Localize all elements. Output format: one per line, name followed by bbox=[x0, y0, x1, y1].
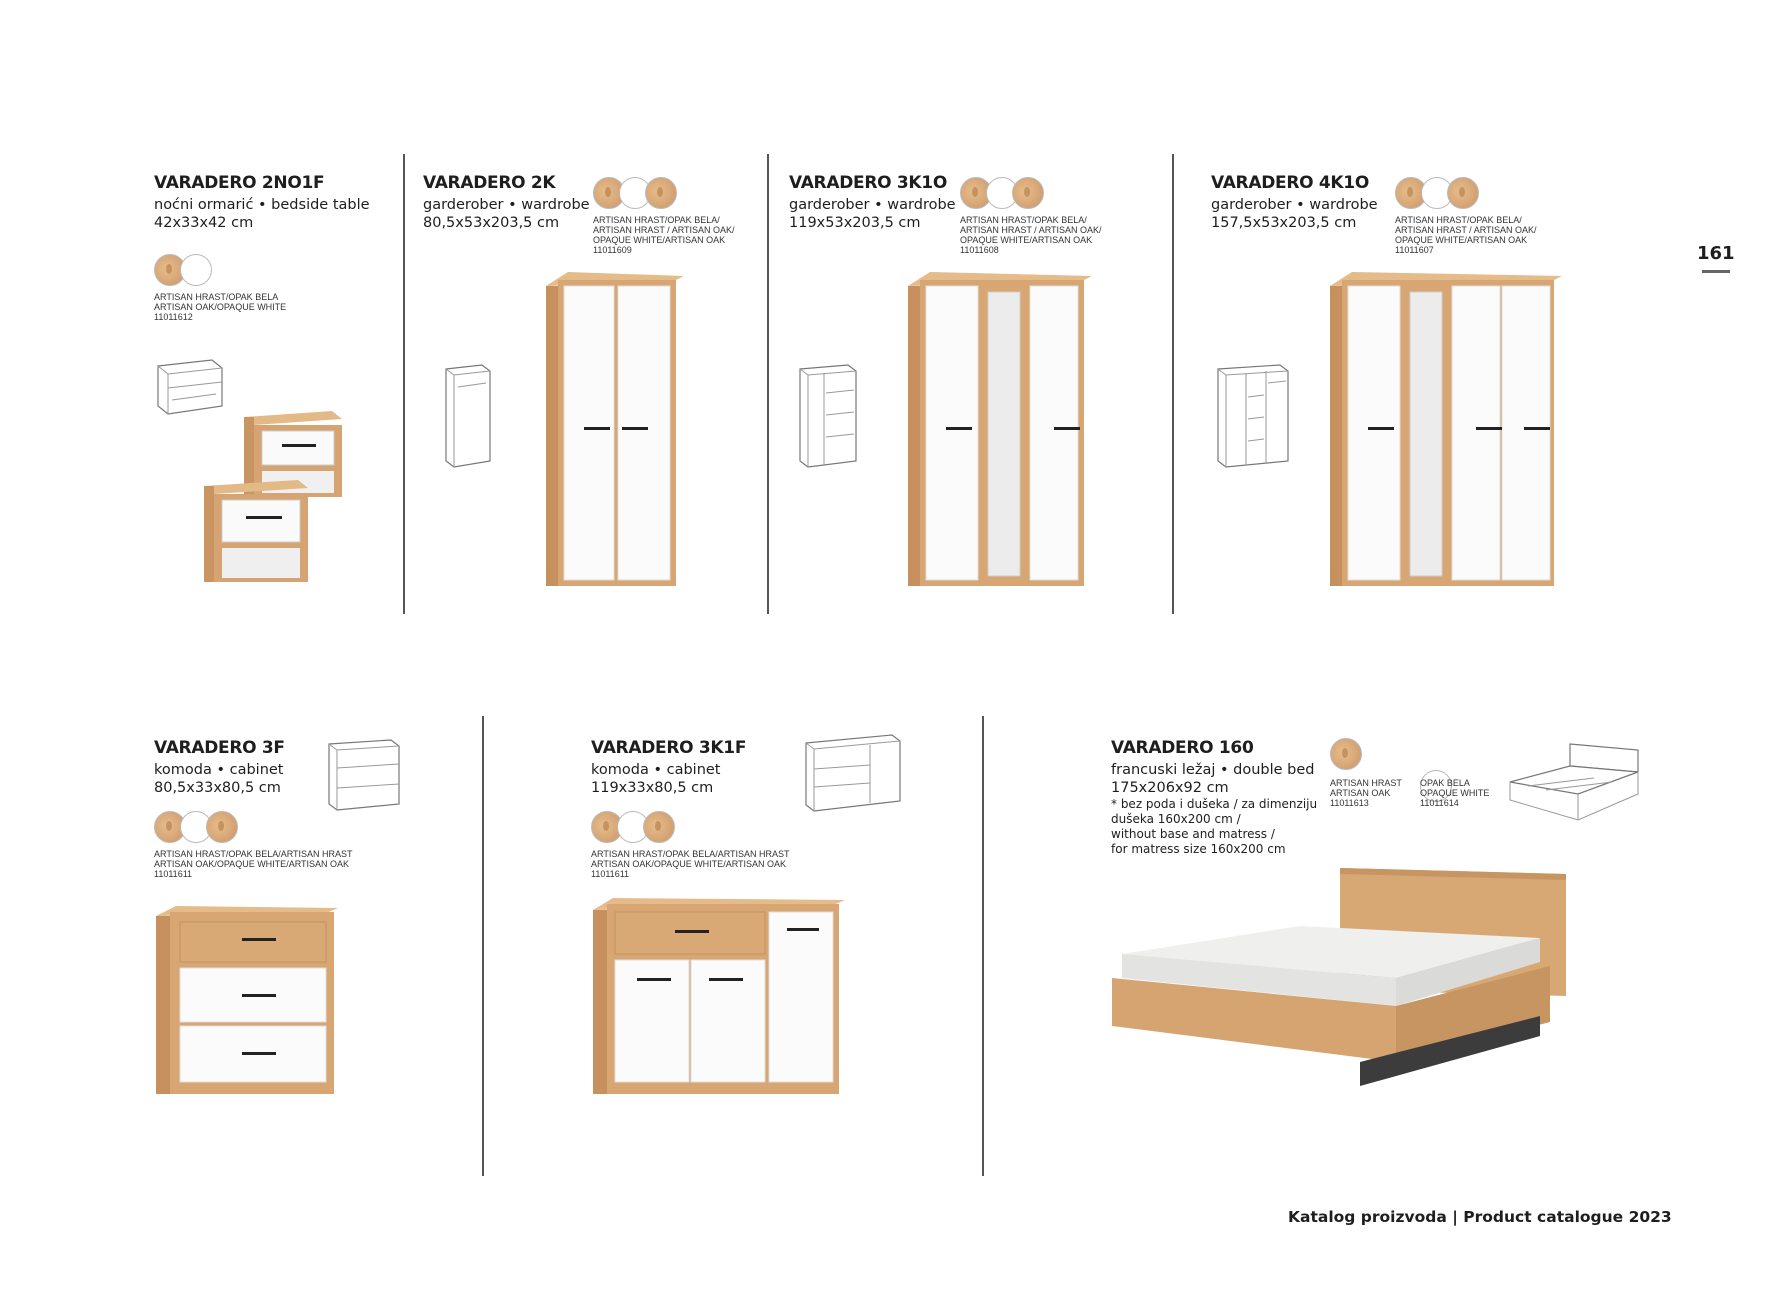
product-dimensions: 80,5x33x80,5 cm bbox=[154, 780, 281, 796]
bed-rendering bbox=[1110, 866, 1570, 1124]
cabinet-line-drawing bbox=[327, 738, 401, 812]
product-dimensions: 80,5x53x203,5 cm bbox=[423, 215, 560, 231]
divider-top-2 bbox=[767, 154, 769, 614]
product-title: VARADERO 2NO1F bbox=[154, 173, 325, 193]
wardrobe-rendering bbox=[544, 270, 684, 588]
finish-swatches bbox=[1395, 177, 1473, 209]
product-description: garderober • wardrobe bbox=[789, 197, 956, 213]
wardrobe-line-drawing bbox=[798, 363, 858, 469]
wardrobe-line-drawing bbox=[444, 363, 492, 469]
page-number-underline bbox=[1702, 270, 1730, 273]
divider-bottom-1 bbox=[482, 716, 484, 1176]
oak-swatch-icon bbox=[1447, 177, 1479, 209]
finish-info: ARTISAN HRAST/OPAK BELA ARTISAN OAK/OPAQUE WHITE 11011612 bbox=[154, 292, 287, 322]
finish-swatches bbox=[154, 811, 232, 843]
oak-swatch-icon bbox=[1012, 177, 1044, 209]
page-number: 161 bbox=[1697, 243, 1735, 264]
oak-swatch-icon bbox=[1330, 738, 1362, 770]
oak-swatch-icon bbox=[643, 811, 675, 843]
product-dimensions: 175x206x92 cm bbox=[1111, 780, 1229, 796]
bedside-table-line-drawing bbox=[156, 358, 226, 426]
oak-swatch-icon bbox=[645, 177, 677, 209]
cabinet-line-drawing bbox=[804, 733, 902, 817]
product-description: noćni ormarić • bedside table bbox=[154, 197, 370, 213]
product-description: garderober • wardrobe bbox=[1211, 197, 1378, 213]
finish-info: ARTISAN HRAST/OPAK BELA/ ARTISAN HRAST / ARTISAN OAK/ OPAQUE WHITE/ARTISAN OAK 11011607 bbox=[1395, 215, 1537, 255]
product-dimensions: 119x53x203,5 cm bbox=[789, 215, 921, 231]
product-description: komoda • cabinet bbox=[154, 762, 284, 778]
divider-top-3 bbox=[1172, 154, 1174, 614]
catalogue-footer: Katalog proizvoda | Product catalogue 2023 bbox=[1288, 1208, 1672, 1226]
divider-top-1 bbox=[403, 154, 405, 614]
product-title: VARADERO 3K1O bbox=[789, 173, 947, 193]
wardrobe-rendering bbox=[1328, 270, 1562, 588]
bed-line-drawing bbox=[1508, 742, 1642, 824]
finish-info: ARTISAN HRAST/OPAK BELA/ ARTISAN HRAST / ARTISAN OAK/ OPAQUE WHITE/ARTISAN OAK 11011609 bbox=[593, 215, 735, 255]
product-title: VARADERO 3K1F bbox=[591, 738, 747, 758]
finish-swatches bbox=[154, 254, 206, 286]
product-title: VARADERO 3F bbox=[154, 738, 285, 758]
cabinet-rendering bbox=[154, 904, 340, 1096]
finish-option-oak: ARTISAN HRAST ARTISAN OAK 11011613 bbox=[1330, 778, 1402, 808]
product-title: VARADERO 4K1O bbox=[1211, 173, 1369, 193]
finish-swatches bbox=[591, 811, 669, 843]
product-dimensions: 42x33x42 cm bbox=[154, 215, 254, 231]
finish-option-white: OPAK BELA OPAQUE WHITE 11011614 bbox=[1420, 778, 1490, 808]
cabinet-rendering bbox=[591, 896, 847, 1096]
white-swatch-icon bbox=[180, 254, 212, 286]
oak-swatch-icon bbox=[206, 811, 238, 843]
finish-info: ARTISAN HRAST/OPAK BELA/ARTISAN HRAST ARTISAN OAK/OPAQUE WHITE/ARTISAN OAK 11011611 bbox=[591, 849, 790, 879]
divider-bottom-2 bbox=[982, 716, 984, 1176]
product-note: * bez poda i dušeka / za dimenziju dušeka 160x200 cm / without base and matress / for matress size 160x200 cm bbox=[1111, 797, 1318, 856]
finish-swatches bbox=[593, 177, 671, 209]
product-dimensions: 119x33x80,5 cm bbox=[591, 780, 714, 796]
wardrobe-rendering bbox=[906, 270, 1092, 588]
finish-swatches bbox=[960, 177, 1038, 209]
product-dimensions: 157,5x53x203,5 cm bbox=[1211, 215, 1357, 231]
product-title: VARADERO 2K bbox=[423, 173, 556, 193]
product-description: komoda • cabinet bbox=[591, 762, 721, 778]
bedside-table-rendering-front bbox=[200, 474, 312, 586]
finish-info: ARTISAN HRAST/OPAK BELA/ARTISAN HRAST ARTISAN OAK/OPAQUE WHITE/ARTISAN OAK 11011611 bbox=[154, 849, 353, 879]
finish-info: ARTISAN HRAST/OPAK BELA/ ARTISAN HRAST / ARTISAN OAK/ OPAQUE WHITE/ARTISAN OAK 11011608 bbox=[960, 215, 1102, 255]
product-title: VARADERO 160 bbox=[1111, 738, 1254, 758]
product-description: francuski ležaj • double bed bbox=[1111, 762, 1315, 778]
product-description: garderober • wardrobe bbox=[423, 197, 590, 213]
wardrobe-line-drawing bbox=[1216, 363, 1290, 469]
